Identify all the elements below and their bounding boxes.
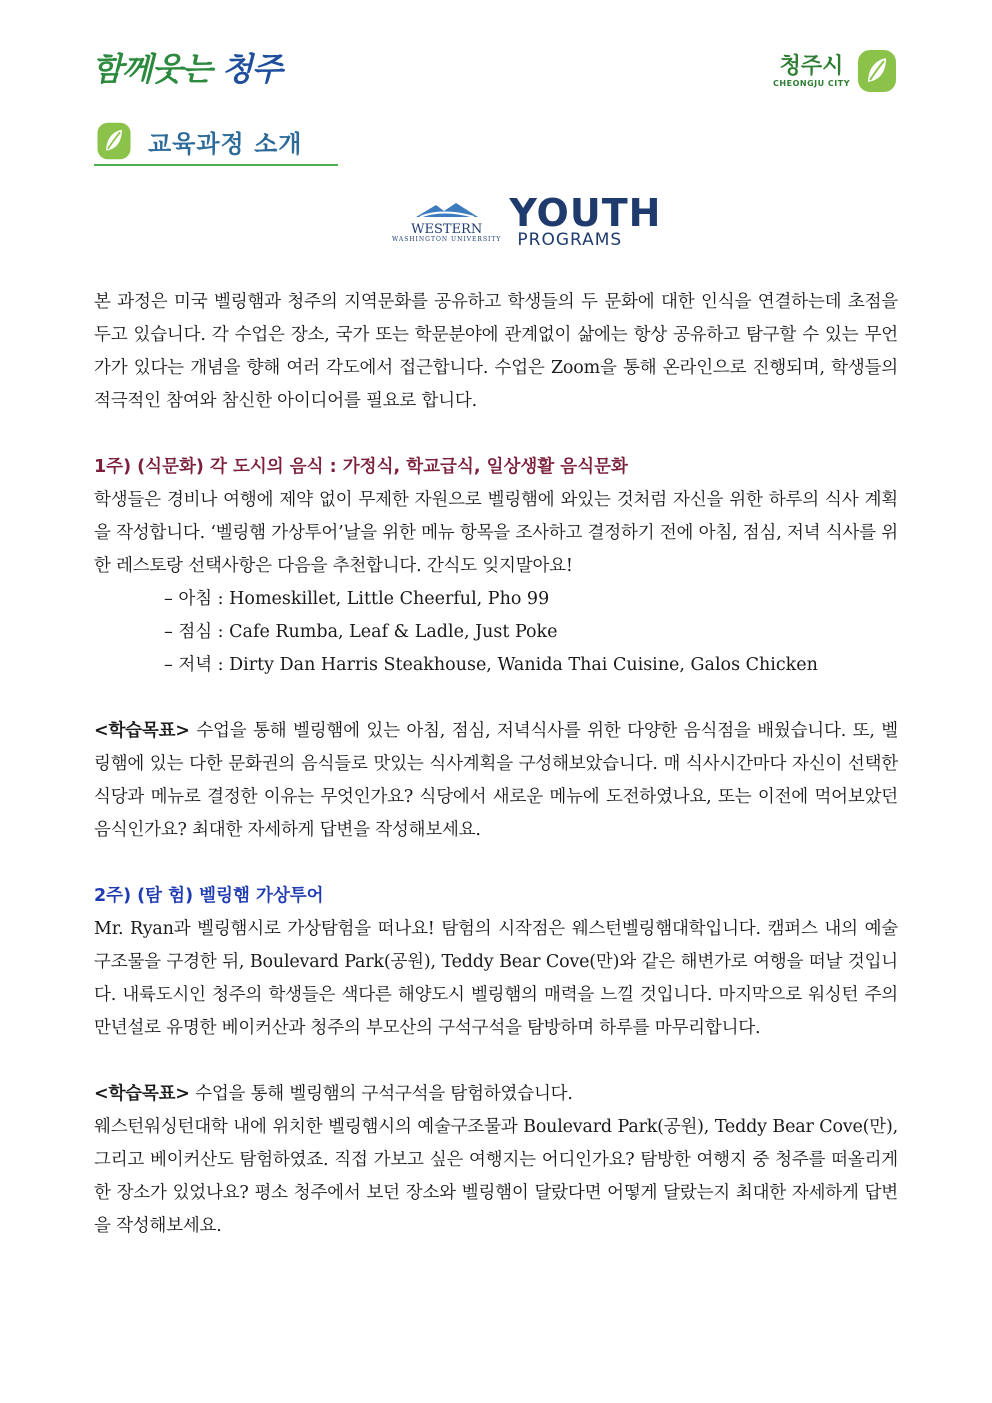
week2-heading: 2주) (탐 험) 벨링햄 가상투어 <box>94 886 324 906</box>
slogan-logo <box>92 44 282 90</box>
goal-text: 수업을 통해 벨링햄에 있는 아침, 점심, 저녁식사를 위한 다양한 음식점을 배웠습니다. 또, 벨링햄에 있는 다한 문화권의 음식들로 맛있는 식사계획을 구성해보았습니다. 매 식사시간마다 자신이 선택한 식당과 메뉴로 결정한 이유는 무엇인가요? 식당에서 새로운 메뉴에 도전하였나요, 또는 이전에 먹어보았던 음식인가요? 최대한 자세하게 답변을 작성해보세요. <box>94 721 898 840</box>
university-logo <box>392 201 501 243</box>
youth-programs-logo <box>392 191 662 250</box>
university-name: WESTERN <box>411 221 483 237</box>
city-name: 청주시 <box>779 53 844 79</box>
youth-word: YOUTH <box>509 191 662 235</box>
section-heading <box>94 118 338 166</box>
week1-body: 학생들은 경비나 여행에 제약 없이 무제한 자원으로 벨링햄에 와있는 것처럼 자신을 위한 하루의 식사 계획을 작성합니다. ‘벨링햄 가상투어’날을 위한 메뉴 항목을 조사하고 결정하기 전에 아침, 점심, 저녁 식사를 위한 레스토랑 선택사항은 다음을 추천합니다. 간식도 잊지말아요! <box>94 490 898 576</box>
section-title: 교육과정 소개 <box>148 129 303 158</box>
leaf-icon <box>94 121 134 161</box>
meal-lunch: – 점심 : Cafe Rumba, Leaf & Ladle, Just Poke <box>164 622 558 642</box>
meal-dinner: – 저녁 : Dirty Dan Harris Steakhouse, Wanida Thai Cuisine, Galos Chicken <box>164 655 818 675</box>
slogan-green: 함께웃는 <box>92 50 222 88</box>
week2-goal <box>94 1078 898 1111</box>
week2-goal-detail: 웨스턴워싱턴대학 내에 위치한 벨링햄시의 예술구조물과 Boulevard Park(공원), Teddy Bear Cove(만), 그리고 베이커산도 탐험하였죠. 직접 가보고 싶은 여행지는 어디인가요? 탐방한 여행지 중 청주를 떠올리게 한 장소가 있었나요? 평소 청주에서 보던 장소와 벨링햄이 달랐다면 어떻게 달랐는지 최대한 자세하게 답변을 작성해보세요. <box>94 1117 898 1236</box>
programs-word: PROGRAMS <box>517 230 623 250</box>
week2-body: Mr. Ryan과 벨링햄시로 가상탐험을 떠나요! 탐험의 시작점은 웨스턴벨링햄대학입니다. 캠퍼스 내의 예술 구조물을 구경한 뒤, Boulevard Park(공원), Teddy Bear Cove(만)와 같은 해변가로 여행을 떠날 것입니다. 내륙도시인 청주의 학생들은 색다른 해양도시 벨링햄의 매력을 느낄 것입니다. 마지막으로 워싱턴 주의 만년설로 유명한 베이커산과 청주의 부모산의 구석구석을 탐방하며 하루를 마무리합니다. <box>94 919 898 1038</box>
university-sub: WASHINGTON UNIVERSITY <box>392 235 502 243</box>
mountain-icon <box>414 201 480 219</box>
city-logo <box>773 48 898 94</box>
goal-label: <학습목표> <box>94 721 190 741</box>
week1-heading: 1주) (식문화) 각 도시의 음식 : 가정식, 학교급식, 일상생활 음식문화 <box>94 457 628 477</box>
meal-breakfast: – 아침 : Homeskillet, Little Cheerful, Pho 99 <box>164 589 550 609</box>
goal-text: 수업을 통해 벨링햄의 구석구석을 탐험하였습니다. <box>189 1084 573 1104</box>
intro-paragraph: 본 과정은 미국 벨링햄과 청주의 지역문화를 공유하고 학생들의 두 문화에 대한 인식을 연결하는데 초점을 두고 있습니다. 각 수업은 장소, 국가 또는 학문분야에 관계없이 삶에는 항상 공유하고 탐구할 수 있는 무언가가 있다는 개념을 향해 여러 각도에서 접근합니다. 수업은 Zoom을 통해 온라인으로 진행되며, 학생들의 적극적인 참여와 참신한 아이디어를 필요로 합니다. <box>94 292 898 411</box>
meal-list <box>94 583 898 682</box>
leaf-icon <box>856 48 898 94</box>
document-body <box>94 286 898 1243</box>
goal-label: <학습목표> <box>94 1084 190 1104</box>
week1-goal <box>94 715 898 847</box>
city-name-en: CHEONGJU CITY <box>773 78 850 88</box>
slogan-blue: 청주 <box>221 50 282 88</box>
